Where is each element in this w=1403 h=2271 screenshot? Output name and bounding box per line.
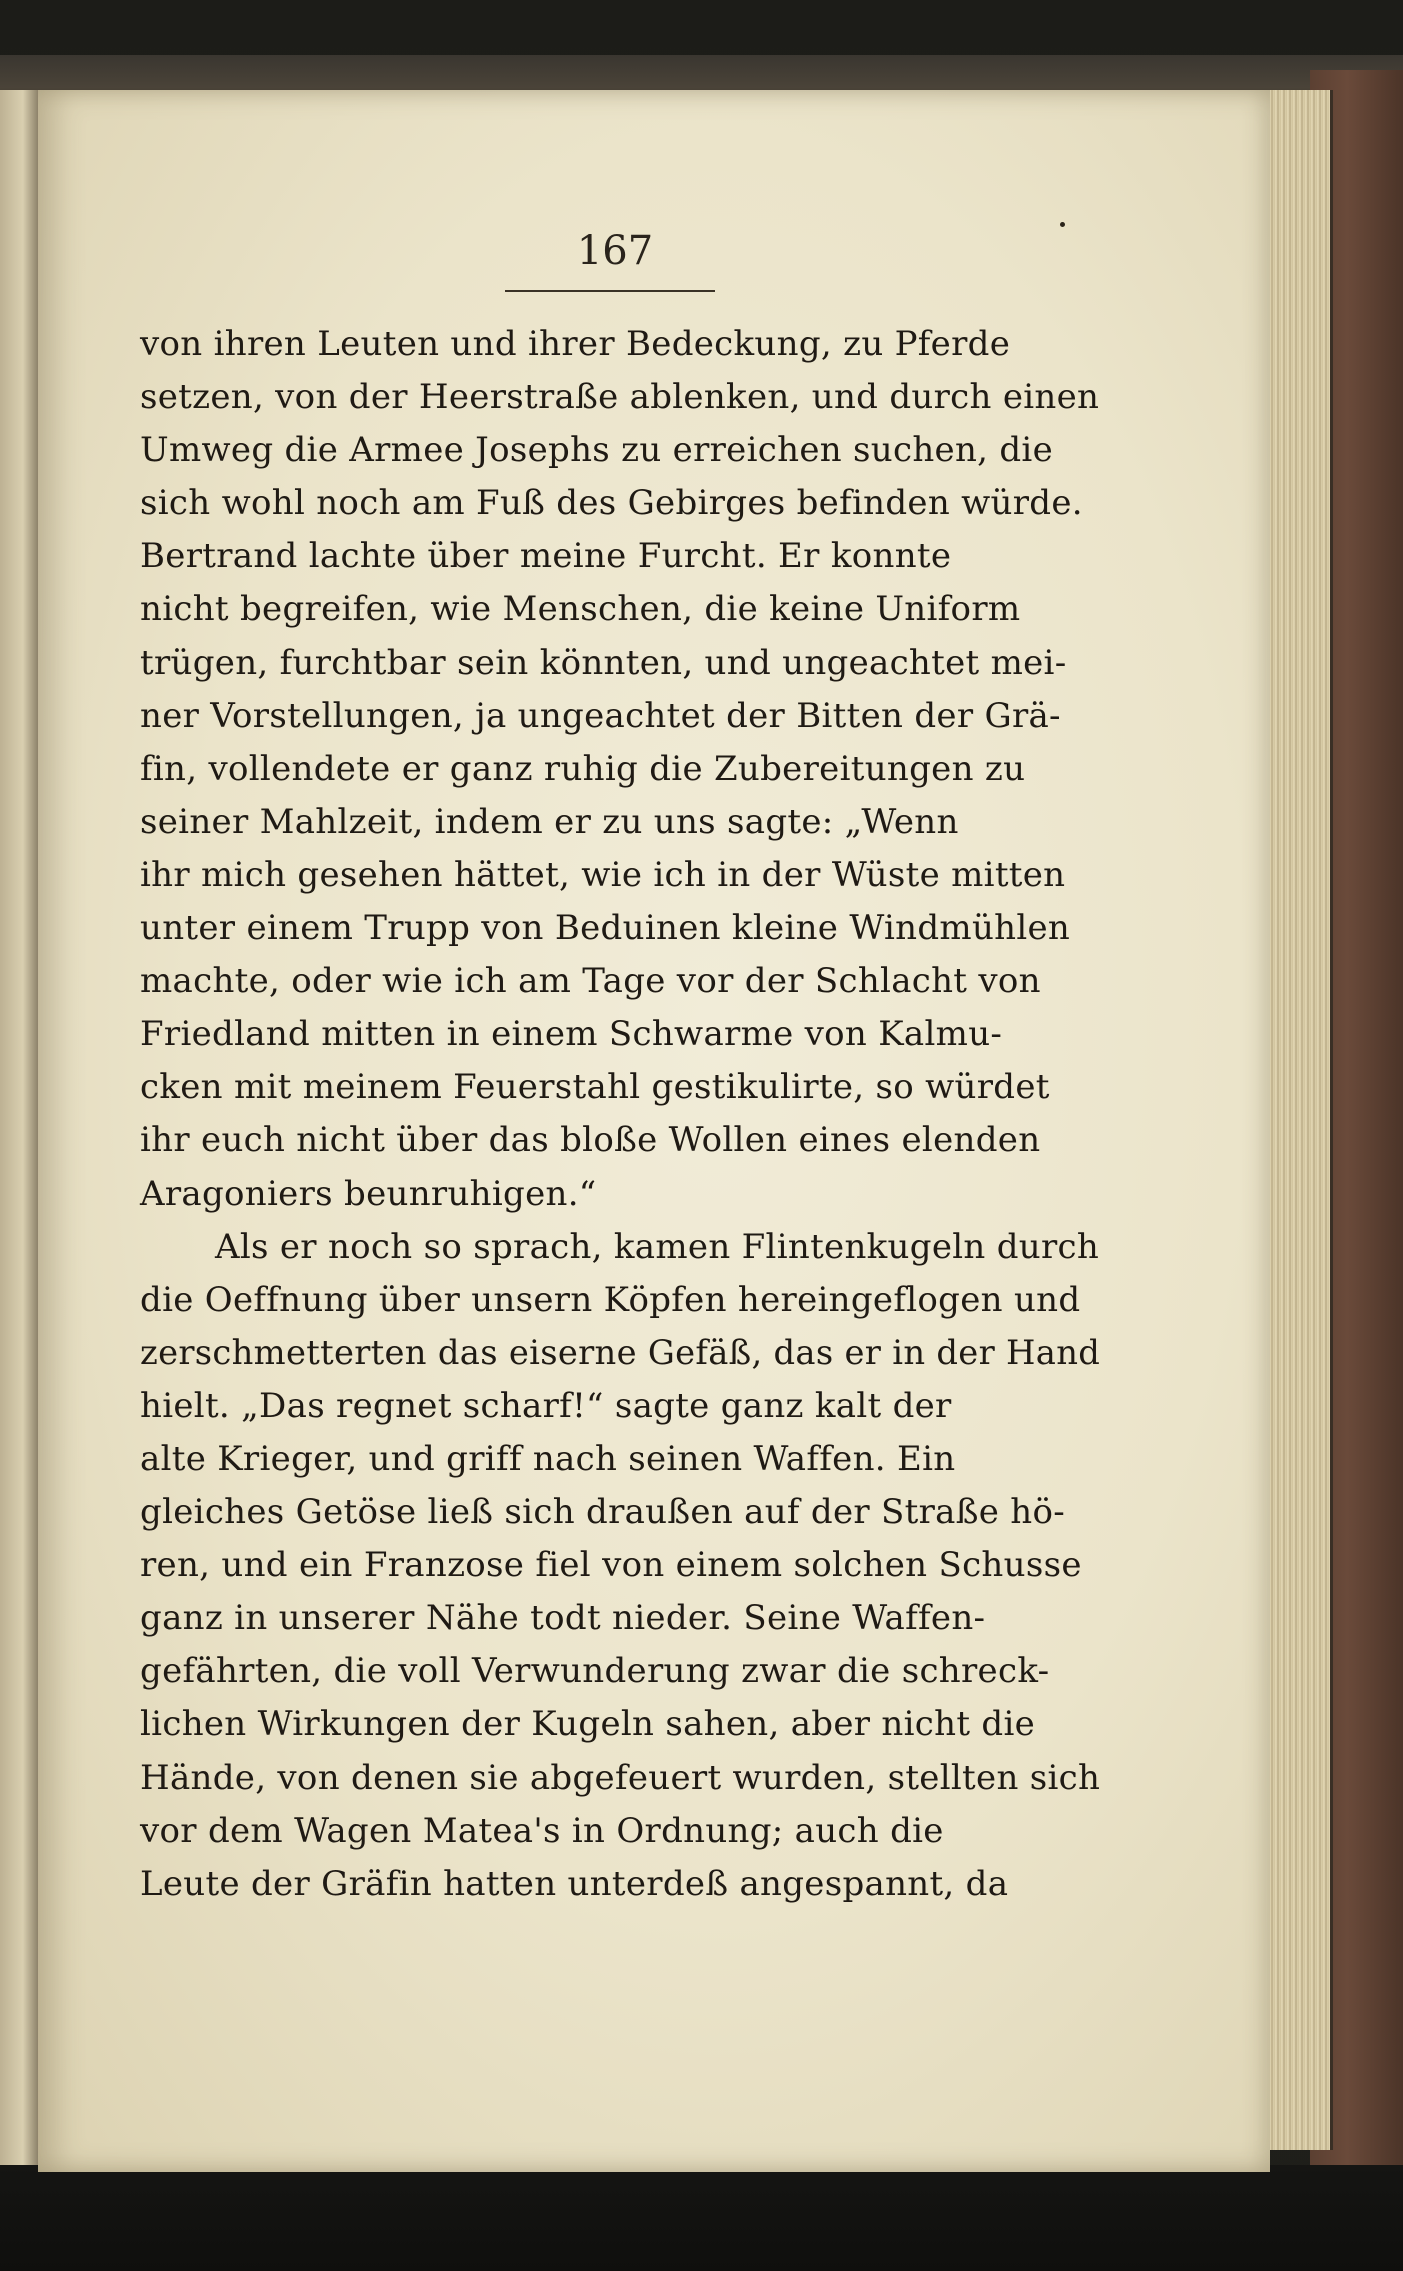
page-number: 167	[576, 228, 654, 274]
text-line: gefährten, die voll Verwunderung zwar die schreck-	[140, 1651, 1050, 1692]
text-line: unter einem Trupp von Beduinen kleine Windmühlen	[140, 908, 1071, 949]
text-line: hielt. „Das regnet scharf!“ sagte ganz kalt der	[140, 1385, 952, 1426]
text-line: setzen, von der Heerstraße ablenken, und durch einen	[140, 377, 1100, 418]
text-line: Hände, von denen sie abgefeuert wurden, stellten sich	[140, 1757, 1101, 1798]
book-cover-bottom-edge	[0, 2165, 1403, 2271]
text-line: zerschmetterten das eiserne Gefäß, das er in der Hand	[140, 1332, 1101, 1373]
header-rule	[505, 290, 715, 292]
text-line: vor dem Wagen Matea's in Ordnung; auch die	[140, 1810, 944, 1851]
text-line: seiner Mahlzeit, indem er zu uns sagte: „Wenn	[140, 801, 959, 842]
text-line: die Oeffnung über unsern Köpfen hereingeflogen und	[140, 1279, 1081, 1320]
text-line: Bertrand lachte über meine Furcht. Er konnte	[140, 536, 952, 577]
text-line: ganz in unserer Nähe todt nieder. Seine Waffen-	[140, 1598, 986, 1639]
text-line: lichen Wirkungen der Kugeln sahen, aber nicht die	[140, 1704, 1036, 1745]
text-line: cken mit meinem Feuerstahl gestikulirte, so würdet	[140, 1067, 1050, 1108]
text-line: alte Krieger, und griff nach seinen Waffen. Ein	[140, 1438, 956, 1479]
text-line: Friedland mitten in einem Schwarme von Kalmu-	[140, 1014, 1003, 1055]
text-line: Leute der Gräfin hatten unterdeß angespannt, da	[140, 1863, 1009, 1904]
ink-speck	[1060, 222, 1065, 227]
text-line: ihr euch nicht über das bloße Wollen eines elenden	[140, 1120, 1041, 1161]
text-line: von ihren Leuten und ihrer Bedeckung, zu Pferde	[140, 324, 1011, 364]
text-line: Umweg die Armee Josephs zu erreichen suchen, die	[140, 430, 1054, 471]
text-line: nicht begreifen, wie Menschen, die keine Uniform	[140, 589, 1021, 630]
text-line: ren, und ein Franzose fiel von einem solchen Schusse	[140, 1545, 1082, 1586]
text-line: trügen, furchtbar sein könnten, und ungeachtet mei-	[140, 642, 1067, 683]
text-line: fin, vollendete er ganz ruhig die Zubereitungen zu	[140, 748, 1026, 789]
text-line: ihr mich gesehen hättet, wie ich in der Wüste mitten	[140, 854, 1066, 895]
text-line: ner Vorstellungen, ja ungeachtet der Bitten der Grä-	[140, 695, 1061, 736]
text-line: machte, oder wie ich am Tage vor der Schlacht von	[140, 961, 1041, 1002]
text-line: Als er noch so sprach, kamen Flintenkugeln durch	[215, 1226, 1100, 1267]
text-line: sich wohl noch am Fuß des Gebirges befinden würde.	[140, 483, 1083, 524]
facing-page-edge	[0, 90, 38, 2170]
text-line: gleiches Getöse ließ sich draußen auf der Straße hö-	[140, 1492, 1065, 1533]
body-text	[140, 318, 1100, 1911]
text-line: Aragoniers beunruhigen.“	[140, 1173, 597, 1214]
